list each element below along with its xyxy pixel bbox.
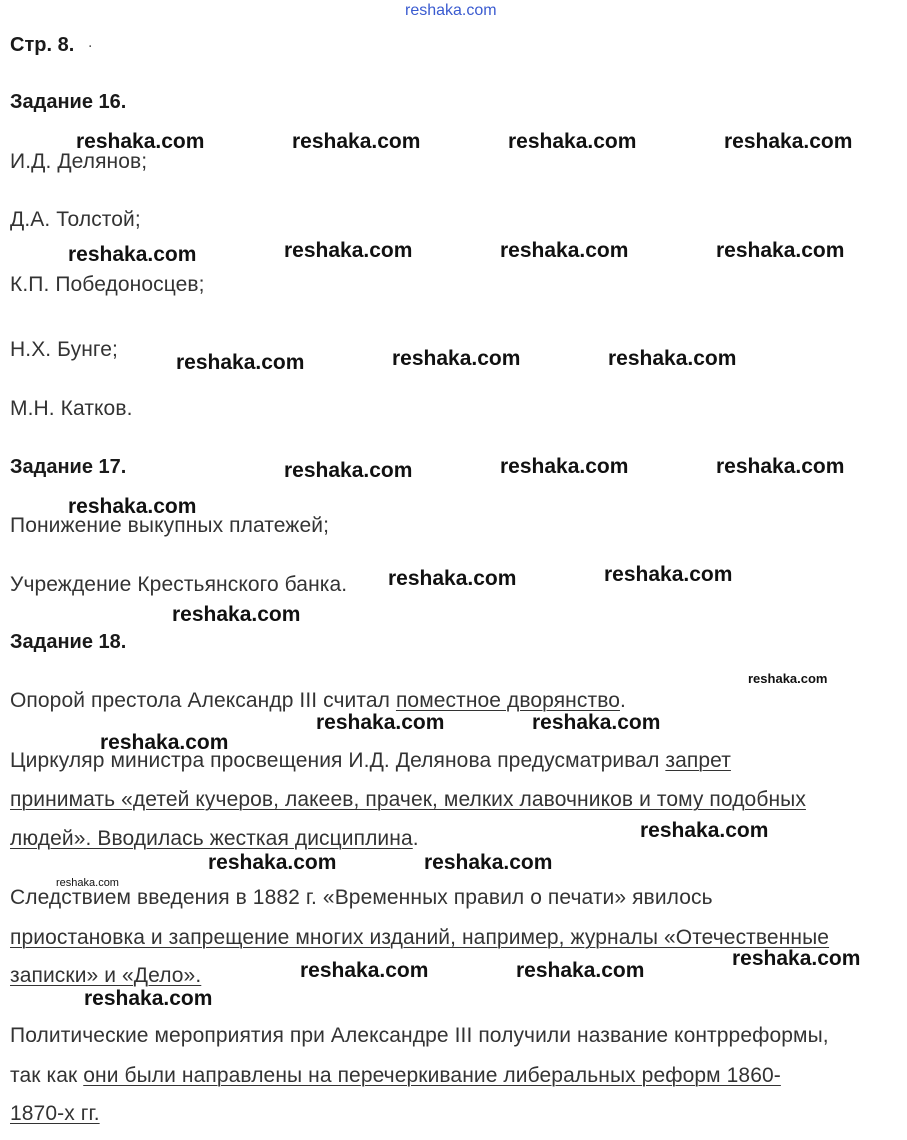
- watermark-small: reshaka.com: [748, 671, 828, 686]
- task17-item: Учреждение Крестьянского банка.: [10, 573, 348, 596]
- watermark: reshaka.com: [76, 130, 205, 153]
- watermark: reshaka.com: [500, 455, 629, 478]
- watermark: reshaka.com: [284, 459, 413, 482]
- task18-paragraph-3-line3: записки» и «Дело».: [10, 964, 202, 987]
- watermark: reshaka.com: [604, 563, 733, 586]
- task16-item: Н.Х. Бунге;: [10, 338, 118, 361]
- watermark: reshaka.com: [68, 243, 197, 266]
- watermark: reshaka.com: [176, 351, 305, 374]
- watermark: reshaka.com: [716, 455, 845, 478]
- task18-paragraph-4-line1: Политические мероприятия при Александре III получили название контрреформы,: [10, 1024, 829, 1047]
- task18-paragraph-3-line1: Следствием введения в 1882 г. «Временных правил о печати» явилось: [10, 886, 713, 909]
- page-header-dot: .: [88, 34, 93, 51]
- watermark: reshaka.com: [516, 959, 645, 982]
- watermark: reshaka.com: [208, 851, 337, 874]
- watermark: reshaka.com: [100, 731, 229, 754]
- watermark: reshaka.com: [300, 959, 429, 982]
- p4-underlined: они были направлены на перечеркивание либеральных реформ 1860-: [83, 1064, 781, 1087]
- watermark: reshaka.com: [608, 347, 737, 370]
- task16-item: М.Н. Катков.: [10, 397, 133, 420]
- p4-text: так как: [10, 1064, 84, 1087]
- task18-paragraph-1: [10, 689, 626, 713]
- p1-underlined: поместное дворянство: [395, 689, 620, 712]
- watermark: reshaka.com: [732, 947, 861, 970]
- watermark: reshaka.com: [316, 711, 445, 734]
- task18-paragraph-3-line2: приостановка и запрещение многих изданий, например, журналы «Отечественные: [10, 926, 830, 949]
- task16-title: Задание 16.: [10, 91, 127, 113]
- watermark: reshaka.com: [68, 495, 197, 518]
- task18-paragraph-4-line2: [10, 1064, 781, 1088]
- p1-end: .: [620, 689, 626, 712]
- p1-text: Опорой престола Александр III считал: [10, 689, 396, 712]
- watermark: reshaka.com: [500, 239, 629, 262]
- task16-item: Д.А. Толстой;: [10, 208, 141, 231]
- watermark: reshaka.com: [392, 347, 521, 370]
- watermark: reshaka.com: [292, 130, 421, 153]
- task18-title: Задание 18.: [10, 631, 127, 653]
- p2-end: .: [412, 827, 419, 850]
- task18-paragraph-2-line2: принимать «детей кучеров, лакеев, прачек, мелких лавочников и тому подобных: [10, 788, 806, 811]
- watermark: reshaka.com: [724, 130, 853, 153]
- task16-item: И.Д. Делянов;: [10, 150, 148, 173]
- task16-item: К.П. Победоносцев;: [10, 273, 205, 296]
- watermark: reshaka.com: [84, 987, 213, 1010]
- p2-underlined: людей». Вводилась жесткая дисциплина: [10, 827, 413, 850]
- task18-paragraph-4-line3: 1870-х гг.: [10, 1102, 100, 1125]
- p2-underlined: запрет: [665, 749, 731, 772]
- p2-text: Циркуляр министра просвещения И.Д. Делянова предусматривал: [10, 749, 666, 772]
- top-watermark: reshaka.com: [405, 2, 497, 19]
- watermark-tiny: reshaka.com: [56, 877, 119, 889]
- watermark: reshaka.com: [716, 239, 845, 262]
- page-header: Стр. 8.: [10, 34, 75, 56]
- watermark: reshaka.com: [172, 603, 301, 626]
- watermark: reshaka.com: [532, 711, 661, 734]
- task17-item: Понижение выкупных платежей;: [10, 514, 329, 537]
- task18-paragraph-2-line3: [10, 827, 419, 851]
- watermark: reshaka.com: [508, 130, 637, 153]
- watermark: reshaka.com: [284, 239, 413, 262]
- watermark: reshaka.com: [388, 567, 517, 590]
- task17-title: Задание 17.: [10, 456, 127, 478]
- watermark: reshaka.com: [640, 819, 769, 842]
- watermark: reshaka.com: [424, 851, 553, 874]
